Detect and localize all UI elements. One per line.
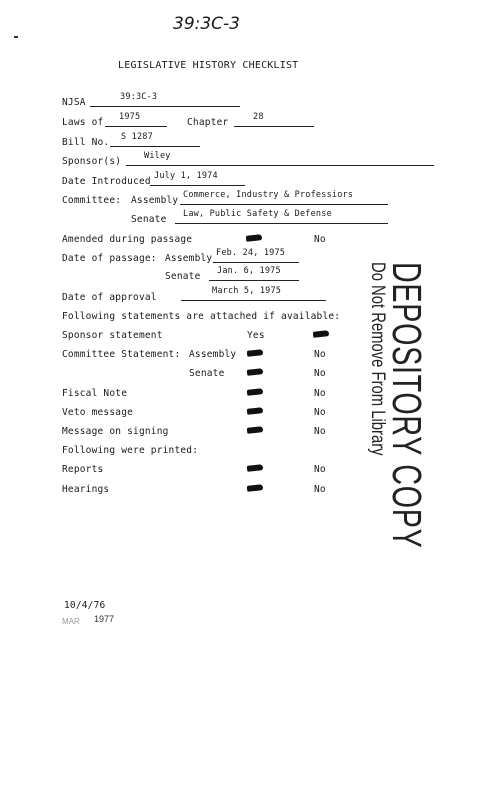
fiscal-note-label: Fiscal Note xyxy=(62,388,128,399)
redaction-mark xyxy=(247,426,264,434)
redaction-mark xyxy=(247,349,264,357)
laws-of-line xyxy=(105,126,167,127)
message-on-signing-no: No xyxy=(314,426,326,437)
page-title: LEGISLATIVE HISTORY CHECKLIST xyxy=(118,60,299,71)
redaction-mark xyxy=(247,388,264,396)
redaction-mark xyxy=(247,464,264,472)
passage-senate-line xyxy=(209,280,299,281)
bill-no-line xyxy=(110,146,200,147)
passage-senate-value: Jan. 6, 1975 xyxy=(217,266,281,276)
committee-statement-assembly-no: No xyxy=(314,349,326,360)
date-of-approval-line xyxy=(181,300,326,301)
redaction-mark xyxy=(247,484,264,492)
redaction-mark xyxy=(313,330,330,338)
message-on-signing-label: Message on signing xyxy=(62,426,169,437)
passage-assembly-line xyxy=(213,262,299,263)
passage-assembly-value: Feb. 24, 1975 xyxy=(216,248,286,258)
passage-senate-label: Senate xyxy=(165,271,201,282)
footer-stamp-year: 1977 xyxy=(94,614,115,624)
committee-statement-senate-no: No xyxy=(314,368,326,379)
depository-stamp xyxy=(366,262,432,549)
committee-assembly-line xyxy=(180,204,388,205)
njsa-label: NJSA xyxy=(62,97,86,108)
bill-no-value: S 1287 xyxy=(121,132,153,142)
sponsor-statement-label: Sponsor statement xyxy=(62,330,163,341)
redaction-mark xyxy=(247,368,264,376)
stamp-line-1: DEPOSITORY COPY xyxy=(384,262,430,549)
hearings-no: No xyxy=(314,484,326,495)
veto-message-label: Veto message xyxy=(62,407,134,418)
redaction-mark xyxy=(247,407,264,415)
fiscal-note-no: No xyxy=(314,388,326,399)
committee-assembly-value: Commerce, Industry & Professiors xyxy=(183,190,354,200)
sponsors-line xyxy=(126,165,434,166)
date-introduced-value: July 1, 1974 xyxy=(154,171,218,181)
laws-of-value: 1975 xyxy=(119,112,141,122)
margin-mark xyxy=(14,36,18,38)
veto-message-no: No xyxy=(314,407,326,418)
committee-senate-line xyxy=(175,223,388,224)
laws-of-label: Laws of xyxy=(62,117,104,128)
date-of-approval-label: Date of approval xyxy=(62,292,157,303)
committee-statement-assembly: Assembly xyxy=(189,349,237,360)
footer-stamp-month: MAR xyxy=(62,617,80,626)
handwritten-number: 39:3C-3 xyxy=(173,14,240,34)
chapter-value: 28 xyxy=(253,112,264,122)
amended-label: Amended during passage xyxy=(62,234,193,245)
reports-no: No xyxy=(314,464,326,475)
njsa-line xyxy=(90,106,240,107)
sponsors-label: Sponsor(s) xyxy=(62,156,122,167)
date-introduced-label: Date Introduced xyxy=(62,176,151,187)
passage-assembly-label: Assembly xyxy=(165,253,213,264)
bill-no-label: Bill No. xyxy=(62,137,110,148)
redaction-mark xyxy=(246,234,263,242)
committee-label: Committee: xyxy=(62,195,122,206)
committee-statement-label: Committee Statement: xyxy=(62,349,181,360)
njsa-value: 39:3C-3 xyxy=(120,92,158,102)
stamp-line-2: Do Not Remove From Library xyxy=(367,262,388,456)
date-introduced-line xyxy=(150,185,245,186)
chapter-label: Chapter xyxy=(187,117,229,128)
committee-senate-label: Senate xyxy=(131,214,167,225)
committee-assembly-label: Assembly xyxy=(131,195,179,206)
reports-label: Reports xyxy=(62,464,104,475)
committee-senate-value: Law, Public Safety & Defense xyxy=(183,209,332,219)
printed-heading: Following were printed: xyxy=(62,445,199,456)
chapter-line xyxy=(234,126,314,127)
committee-statement-senate: Senate xyxy=(189,368,225,379)
footer-date: 10/4/76 xyxy=(64,600,106,611)
hearings-label: Hearings xyxy=(62,484,110,495)
sponsor-statement-yes: Yes xyxy=(247,330,265,341)
date-of-approval-value: March 5, 1975 xyxy=(212,286,282,296)
statements-heading: Following statements are attached if available: xyxy=(62,311,341,322)
sponsors-value: Wiley xyxy=(144,151,171,161)
amended-no: No xyxy=(314,234,326,245)
date-of-passage-label: Date of passage: xyxy=(62,253,157,264)
